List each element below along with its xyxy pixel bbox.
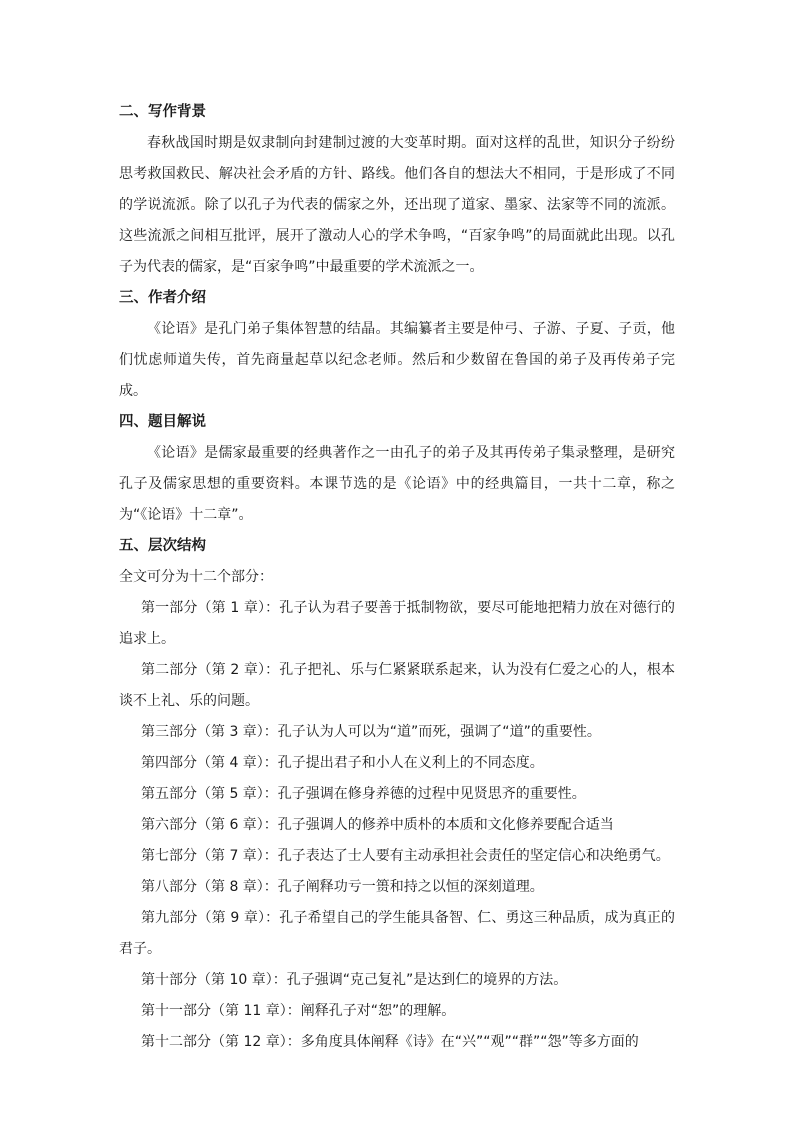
structure-item-12: 第十二部分（第 12 章）：多角度具体阐释《诗》在“兴”“观”“群”“怨”等多方面的 (141, 1034, 639, 1050)
section-heading-author: 三、作者介绍 (119, 290, 206, 306)
structure-item-5: 第五部分（第 5 章）：孔子强调在修身养德的过程中见贤思齐的重要性。 (141, 786, 586, 802)
structure-item-6: 第六部分（第 6 章）：孔子强调人的修养中质朴的本质和文化修养要配合适当 (141, 817, 614, 833)
section-heading-structure: 五、层次结构 (119, 538, 206, 554)
structure-item-10: 第十部分（第 10 章）：孔子强调“克己复礼”是达到仁的境界的方法。 (141, 972, 568, 988)
structure-item-4: 第四部分（第 4 章）：孔子提出君子和小人在义利上的不同态度。 (141, 755, 544, 771)
structure-item-8: 第八部分（第 8 章）：孔子阐释功亏一篑和持之以恒的深刻道理。 (141, 879, 544, 895)
structure-item-3: 第三部分（第 3 章）：孔子认为人可以为“道”而死，强调了“道”的重要性。 (141, 724, 601, 740)
section-heading-background: 二、写作背景 (119, 104, 206, 120)
structure-item-11: 第十一部分（第 11 章）：阐释孔子对“恕”的理解。 (141, 1003, 456, 1019)
title-explanation-paragraph: 《论语》是儒家最重要的经典著作之一由孔子的弟子及其再传弟子集录整理，是研究孔子及儒家思想的重要资料。本课节选的是《论语》中的经典篇目，一共十二章，称之为“《论语》十二章”。 (119, 445, 675, 523)
structure-item-9: 第九部分（第 9 章）：孔子希望自己的学生能具备智、仁、勇这三种品质，成为真正的君子。 (119, 910, 675, 957)
structure-intro: 全文可分为十二个部分： (119, 569, 273, 585)
document-page (119, 97, 675, 1058)
section-heading-title-explanation: 四、题目解说 (119, 414, 206, 430)
structure-item-2: 第二部分（第 2 章）：孔子把礼、乐与仁紧紧联系起来，认为没有仁爱之心的人，根本谈不上礼、乐的问题。 (119, 662, 675, 709)
structure-item-7: 第七部分（第 7 章）：孔子表达了士人要有主动承担社会责任的坚定信心和决绝勇气。 (141, 848, 670, 864)
structure-item-1: 第一部分（第 1 章）：孔子认为君子要善于抵制物欲，要尽可能地把精力放在对德行的追求上。 (119, 600, 675, 647)
background-paragraph: 春秋战国时期是奴隶制向封建制过渡的大变革时期。面对这样的乱世，知识分子纷纷思考救国救民、解决社会矛盾的方针、路线。他们各自的想法大不相同，于是形成了不同的学说流派。除了以孔子为代表的儒家之外，还出现了道家、墨家、法家等不同的流派。这些流派之间相互批评，展开了激动人心的学术争鸣，“百家争鸣”的局面就此出现。以孔子为代表的儒家，是“百家争鸣”中最重要的学术流派之一。 (119, 135, 675, 275)
author-paragraph: 《论语》是孔门弟子集体智慧的结晶。其编纂者主要是仲弓、子游、子夏、子贡，他们忧虑师道失传，首先商量起草以纪念老师。然后和少数留在鲁国的弟子及再传弟子完成。 (119, 321, 675, 399)
